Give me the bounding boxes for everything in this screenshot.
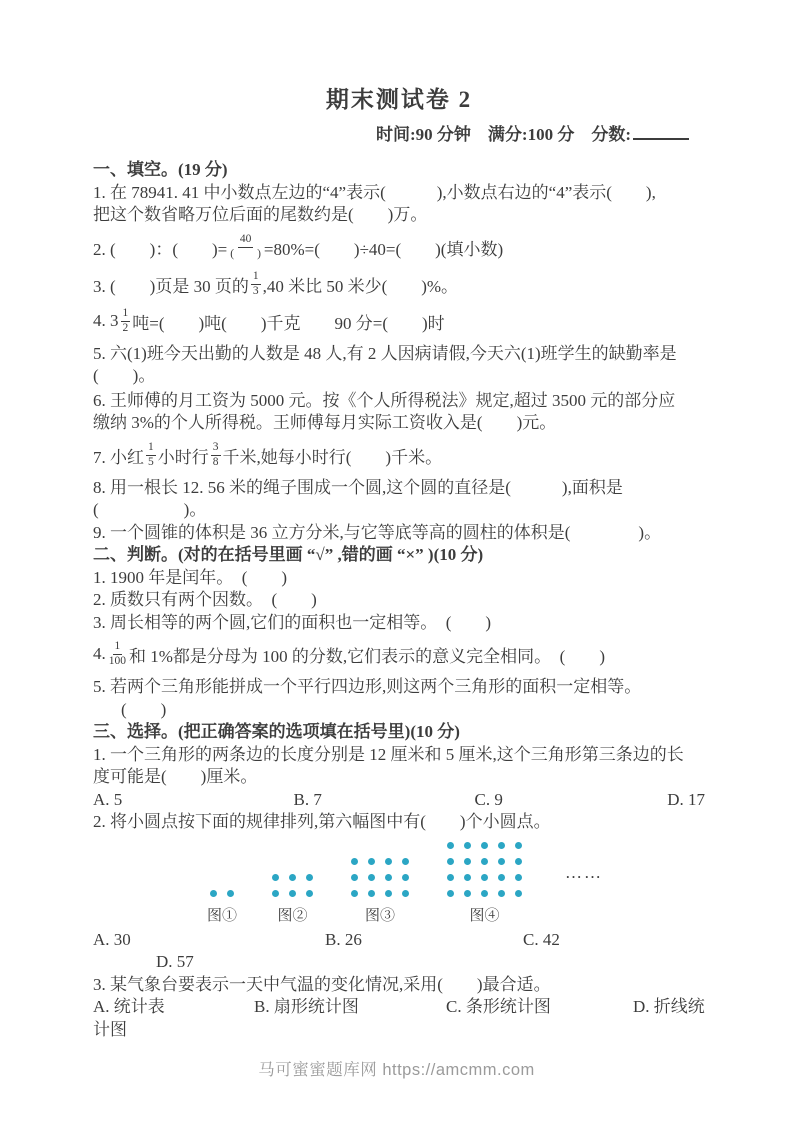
choice-q2-stem: 2. 将小圆点按下面的规律排列,第六幅图中有( )个小圆点。 (93, 812, 551, 831)
dot (306, 874, 313, 881)
option-c: C. 条形统计图 (446, 997, 551, 1016)
choice-q3-options (93, 996, 705, 1019)
dot (385, 890, 392, 897)
judge-q1: 1. 1900 年是闰年。 ( ) (93, 567, 288, 587)
option-d: D. 17 (667, 789, 705, 809)
option-b: B. 26 (325, 929, 362, 949)
option-c: C. 9 (474, 789, 503, 809)
dot (498, 890, 505, 897)
page-title: 期末测试卷 2 (325, 87, 473, 112)
figure-2-label: 图② (277, 907, 308, 924)
dot (385, 874, 392, 881)
fill-q5-line1: 5. 六(1)班今天出勤的人数是 48 人,有 2 人因病请假,今天六(1)班学生的缺勤率是 (93, 343, 677, 363)
dot-figure-1 (205, 886, 239, 925)
dot (464, 842, 471, 849)
dot (464, 858, 471, 865)
dot-figure-4 (442, 838, 527, 925)
judge-q4 (93, 634, 705, 674)
fill-q2-pre: 2. ( )：( )= (93, 239, 228, 259)
fraction-numerator: 1 (251, 270, 261, 285)
fraction-denominator: 8 (212, 455, 219, 468)
dot (447, 858, 454, 865)
dot (447, 842, 454, 849)
dot (402, 858, 409, 865)
fill-q7 (93, 437, 705, 474)
fraction-denominator: 100 (108, 654, 126, 667)
dot (351, 874, 358, 881)
option-c: C. 42 (523, 929, 560, 949)
fraction-denominator: 5 (148, 455, 154, 468)
choice-q2-option-d: D. 57 (156, 952, 194, 971)
fill-q1-line1: 1. 在 78941. 41 中小数点左边的“4”表示( ),小数点右边的“4”表示( ), (93, 182, 656, 202)
fraction-numerator: 1 (121, 307, 131, 322)
fill-q5-line2: ( )。 (93, 366, 156, 385)
judge-q2: 2. 质数只有两个因数。 ( ) (93, 590, 317, 609)
dot-figure-3 (346, 854, 414, 925)
dot (515, 890, 522, 897)
dot (351, 890, 358, 897)
fill-q7-mid: 小时行 (157, 447, 209, 467)
dot (498, 842, 505, 849)
fill-q2-post: =80%=( )÷40=( )(填小数) (263, 239, 504, 259)
fraction-numerator: 1 (113, 640, 123, 655)
dot (402, 890, 409, 897)
dot (368, 858, 375, 865)
fraction (146, 441, 156, 470)
fraction-numerator: 1 (146, 441, 156, 456)
dot (385, 858, 392, 865)
fill-q1-line2: 把这个数省略万位后面的尾数约是( )万。 (93, 205, 428, 224)
section-fill-heading: 一、填空。(19 分) (93, 160, 228, 179)
fill-q9: 9. 一个圆锥的体积是 36 立方分米,与它等底等高的圆柱的体积是( )。 (93, 522, 662, 542)
dot (306, 890, 313, 897)
dot (481, 874, 488, 881)
option-d: D. 折线统 (633, 997, 705, 1016)
judge-q3: 3. 周长相等的两个圆,它们的面积也一定相等。 ( ) (93, 612, 492, 632)
choice-q1-line2: 度可能是( )厘米。 (93, 767, 258, 786)
choice-q2-options (93, 929, 705, 952)
dot-figure-2 (267, 870, 318, 925)
figure-3-label: 图③ (364, 907, 395, 924)
dot (447, 890, 454, 897)
fill-q4-pre: 4. 3 (93, 311, 119, 330)
fraction (229, 233, 262, 262)
dot (368, 874, 375, 881)
fill-q7-post: 千米,她每小时行( )千米。 (222, 447, 443, 467)
dot (272, 874, 279, 881)
dot (227, 890, 234, 897)
fraction-numerator: 3 (211, 441, 221, 456)
fill-q4 (93, 303, 705, 340)
dot (498, 874, 505, 881)
exam-meta-line (93, 123, 705, 147)
fraction-denominator: 2 (122, 321, 129, 334)
judge-q5-line2: ( ) (121, 699, 167, 719)
dot (481, 842, 488, 849)
judge-q4-post: 和 1%都是分母为 100 的分数,它们表示的意义完全相同。 ( ) (129, 646, 605, 666)
dot (464, 890, 471, 897)
dot (289, 890, 296, 897)
fill-q6-line1: 6. 王师傅的月工资为 5000 元。按《个人所得税法》规定,超过 3500 元的部分应 (93, 390, 676, 410)
dot (447, 874, 454, 881)
dot (464, 874, 471, 881)
choice-q1-options (93, 789, 705, 812)
dot (368, 890, 375, 897)
dot-grid-1 (205, 886, 239, 902)
dot (515, 874, 522, 881)
fill-q2 (93, 229, 705, 266)
fraction (121, 307, 131, 336)
judge-q4-pre: 4. (93, 644, 106, 663)
dot-grid-4 (442, 838, 527, 902)
fill-q6-line2: 缴纳 3%的个人所得税。王师傅每月实际工资收入是( )元。 (93, 413, 557, 432)
dot (481, 890, 488, 897)
fill-q8-line1: 8. 用一根长 12. 56 米的绳子围成一个圆,这个圆的直径是( ),面积是 (93, 477, 623, 497)
fill-q3 (93, 266, 705, 303)
judge-q5-line1: 5. 若两个三角形能拼成一个平行四边形,则这两个三角形的面积一定相等。 (93, 677, 642, 696)
exam-meta-text: 时间:90 分钟 满分:100 分 分数: (376, 125, 631, 144)
fraction-numerator: 40 (238, 233, 254, 248)
section-judge-heading: 二、判断。(对的在括号里画 “√” ,错的画 “×” )(10 分) (93, 545, 484, 564)
dot (498, 858, 505, 865)
choice-q3-stem: 3. 某气象台要表示一天中气温的变化情况,采用( )最合适。 (93, 974, 551, 994)
dot (481, 858, 488, 865)
option-a: A. 5 (93, 789, 123, 809)
dot-pattern-figure (205, 837, 705, 925)
dot (515, 858, 522, 865)
fraction (251, 270, 261, 299)
pattern-ellipsis: …… (565, 862, 603, 882)
figure-4-label: 图④ (469, 907, 500, 924)
fill-q4-post: 吨=( )吨( )千克 90 分=( )时 (132, 313, 445, 333)
dot-grid-3 (346, 854, 414, 902)
dot-grid-2 (267, 870, 318, 902)
watermark-footer: 马可蜜蜜题库网 https://amcmm.com (258, 1061, 535, 1079)
dot (515, 842, 522, 849)
fraction (211, 441, 221, 470)
option-b: B. 7 (293, 789, 322, 809)
figure-1-label: 图① (206, 907, 237, 924)
fill-q3-post: ,40 米比 50 米少( )%。 (262, 276, 459, 296)
fraction-denominator: 3 (252, 284, 259, 297)
fill-q8-line2: ( )。 (93, 500, 207, 519)
fill-q3-pre: 3. ( )页是 30 页的 (93, 276, 249, 296)
fraction (108, 640, 127, 669)
dot (402, 874, 409, 881)
score-blank-line (633, 124, 689, 140)
dot (289, 874, 296, 881)
dot (351, 858, 358, 865)
fill-q7-pre: 7. 小红 (93, 447, 144, 467)
choice-q1-line1: 1. 一个三角形的两条边的长度分别是 12 厘米和 5 厘米,这个三角形第三条边的长 (93, 744, 684, 764)
fraction-denominator: ( ) (230, 247, 261, 260)
dot (210, 890, 217, 897)
choice-q3-option-d-wrap: 计图 (93, 1019, 127, 1039)
option-a: A. 30 (93, 929, 131, 949)
dot (272, 890, 279, 897)
option-b: B. 扇形统计图 (254, 997, 359, 1016)
paper-content (93, 86, 705, 1041)
section-choice-heading: 三、选择。(把正确答案的选项填在括号里)(10 分) (93, 722, 460, 741)
option-a: A. 统计表 (93, 997, 165, 1016)
